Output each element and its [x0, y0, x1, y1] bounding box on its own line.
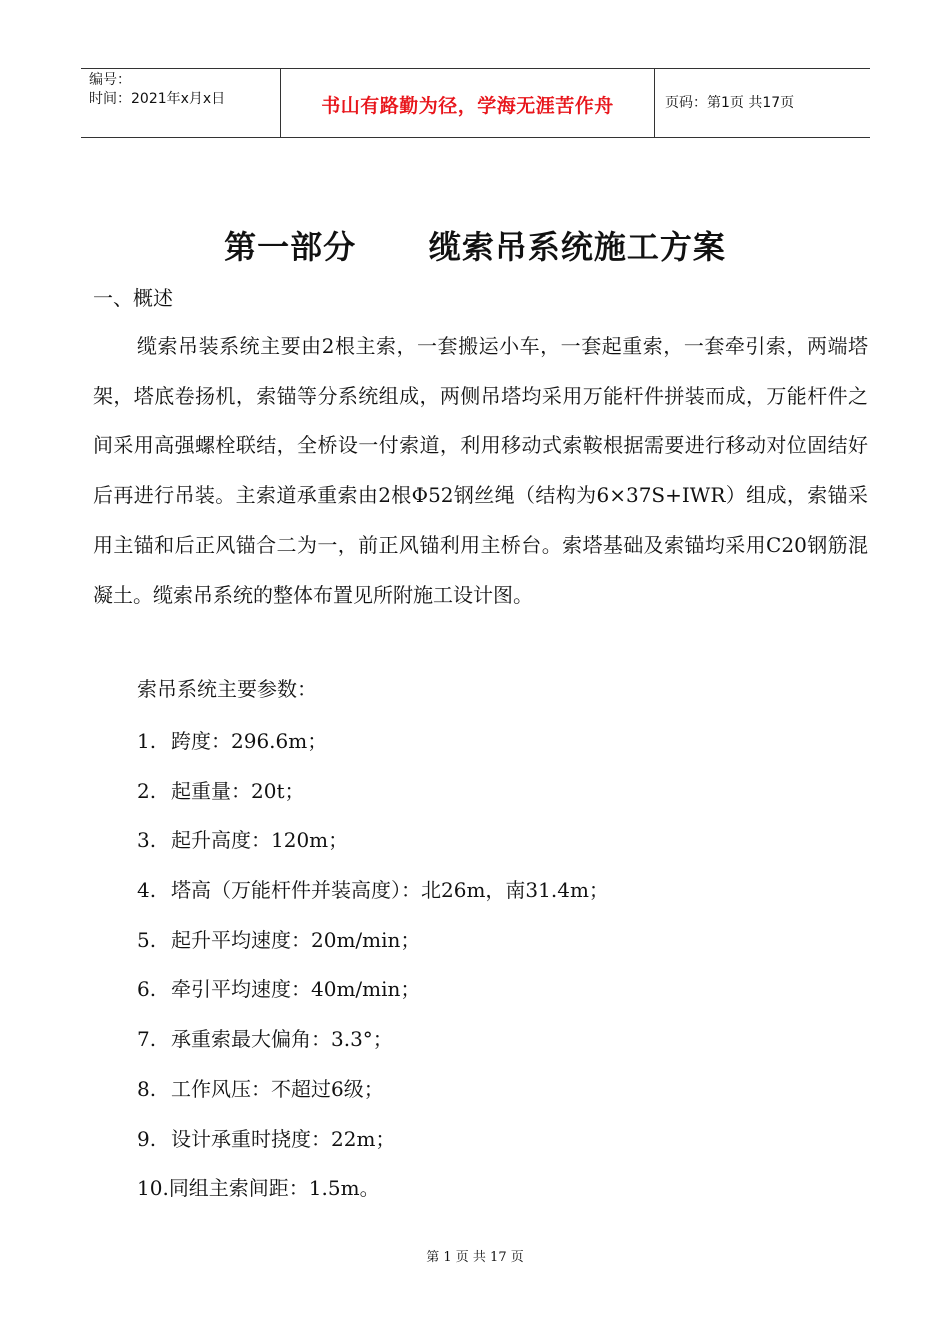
list-item-text: 起升高度：120m； [171, 828, 349, 853]
list-item-text: 同组主索间距：1.5m。 [168, 1176, 380, 1201]
page-footer: 第 1 页 共 17 页 [426, 1250, 524, 1265]
list-item-number: 5. [137, 927, 157, 952]
list-item-text: 起重量：20t； [171, 778, 305, 803]
list-item [137, 1121, 609, 1171]
list-item-text: 承重索最大偏角：3.3°； [171, 1027, 393, 1052]
header-left-cell [81, 69, 281, 137]
params-title: 索吊系统主要参数： [137, 677, 317, 701]
list-item-text: 工作风压：不超过6级； [171, 1076, 384, 1101]
list-item [137, 822, 609, 872]
list-item-number: 4. [137, 878, 157, 903]
list-item [137, 723, 609, 773]
list-item-text: 牵引平均速度：40m/min； [171, 977, 421, 1002]
list-item-text: 塔高（万能杆件并装高度）：北26m，南31.4m； [171, 878, 609, 903]
date-label: 时间：2021年x月x日 [89, 91, 226, 107]
list-item-number: 2. [137, 778, 157, 803]
section-heading: 一、概述 [93, 286, 173, 310]
serial-number-label: 编号： [89, 72, 131, 88]
list-item [137, 872, 609, 922]
page-header-table [81, 68, 870, 138]
list-item-number: 1. [137, 729, 157, 753]
list-item-number: 3. [137, 828, 157, 853]
list-item-text: 设计承重时挠度：22m； [171, 1126, 396, 1151]
header-center-cell [281, 69, 655, 137]
document-title: 第一部分 缆索吊系统施工方案 [224, 228, 726, 266]
list-item-number: 10. [137, 1176, 169, 1201]
overview-paragraph: 缆索吊装系统主要由2根主索，一套搬运小车，一套起重索，一套牵引索，两端塔架，塔底卷扬机，索锚等分系统组成，两侧吊塔均采用万能杆件拼装而成，万能杆件之间采用高强螺栓联结，全桥设一付索道，利用移动式索鞍根据需要进行移动对位固结好后再进行吊装。主索道承重索由2根Φ52钢丝绳（结构为6×37S+IWR）组成，索锚采用主锚和后正风锚合二为一，前正风锚利用主桥台。索塔基础及索锚均采用C20钢筋混凝土。缆索吊系统的整体布置见所附施工设计图。 [93, 334, 868, 607]
header-page-info: 页码：第1页 共17页 [665, 95, 795, 111]
list-item-number: 8. [137, 1076, 157, 1101]
list-item-number: 6. [137, 977, 157, 1002]
list-item [137, 773, 609, 823]
header-right-cell [655, 69, 870, 137]
list-item-text: 起升平均速度：20m/min； [171, 927, 421, 952]
list-item-number: 7. [137, 1027, 157, 1052]
list-item [137, 1170, 609, 1220]
header-motto: 书山有路勤为径，学海无涯苦作舟 [321, 95, 614, 117]
list-item [137, 922, 609, 972]
list-item-text: 跨度：296.6m； [171, 729, 328, 753]
list-item [137, 1071, 609, 1121]
list-item [137, 971, 609, 1021]
list-item [137, 1021, 609, 1071]
list-item-number: 9. [137, 1126, 157, 1151]
params-list [137, 723, 609, 1220]
